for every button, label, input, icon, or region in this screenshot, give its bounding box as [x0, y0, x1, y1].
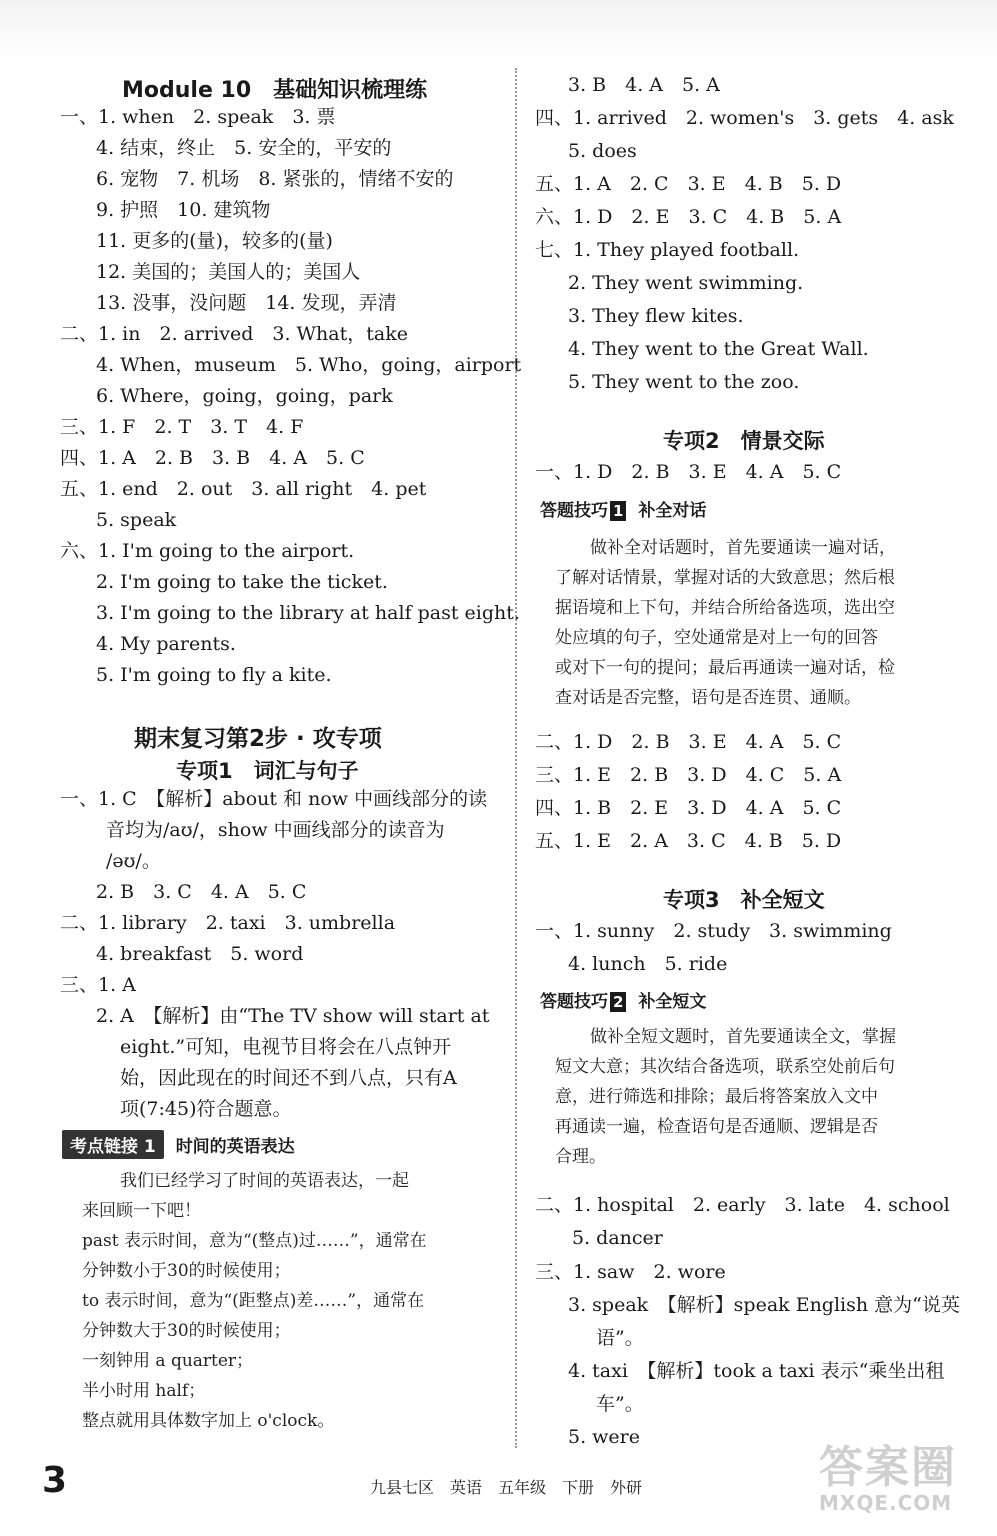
tip-line: 再通读一遍，检查语句是否通顺、逻辑是否 — [555, 1117, 878, 1137]
knowledge-link-line: 一刻钟用 a quarter； — [82, 1351, 254, 1371]
answer-line: 4. When，museum 5. Who，going，airport — [96, 354, 522, 376]
answer-line: eight.”可知，电视节目将会在八点钟开 — [120, 1036, 452, 1058]
answer-line: 4. breakfast 5. word — [96, 943, 304, 965]
tip-line: 合理。 — [555, 1147, 606, 1167]
answer-line: 始，因此现在的时间还不到八点，只有A — [120, 1067, 457, 1089]
answer-line: 6. 宠物 7. 机场 8. 紧张的，情绪不安的 — [96, 168, 454, 190]
knowledge-link-line: 分钟数小于30的时候使用； — [82, 1261, 291, 1281]
answer-line: 5. They went to the zoo. — [568, 371, 800, 393]
answer-line: 一、1. C 【解析】about 和 now 中画线部分的读 — [60, 788, 488, 810]
answer-line: 六、1. I'm going to the airport. — [60, 540, 355, 562]
footer-text: 九县七区 英语 五年级 下册 外研 — [370, 1478, 643, 1497]
page-number: 3 — [42, 1460, 68, 1501]
answer-line: 三、1. saw 2. wore — [535, 1261, 726, 1283]
tip-1-badge: 1 — [610, 501, 626, 521]
answer-line: 五、1. A 2. C 3. E 4. B 5. D — [535, 173, 842, 195]
tip-line: 做补全对话题时，首先要通读一遍对话， — [590, 538, 896, 558]
knowledge-link-line: 整点就用具体数字加上 o'clock。 — [82, 1411, 335, 1431]
knowledge-link-line: 我们已经学习了时间的英语表达，一起 — [120, 1171, 409, 1191]
answer-line: 5. dancer — [572, 1227, 663, 1249]
answer-line: 语”。 — [596, 1327, 644, 1349]
tip-line: 短文大意；其次结合备选项，联系空处前后句 — [555, 1057, 895, 1077]
answer-line: 13. 没事，没问题 14. 发现，弄清 — [96, 292, 397, 314]
answer-line: 二、1. in 2. arrived 3. What，take — [60, 323, 408, 345]
answer-line: 3. B 4. A 5. A — [568, 74, 720, 96]
answer-line: 3. I'm going to the library at half past eight. — [96, 602, 520, 624]
answer-line: 3. They flew kites. — [568, 305, 744, 327]
answer-line: 二、1. D 2. B 3. E 4. A 5. C — [535, 731, 842, 753]
answer-line: 4. 结束，终止 5. 安全的，平安的 — [96, 137, 392, 159]
knowledge-link-label: 考点链接 1 — [62, 1130, 164, 1159]
answer-line: 2. B 3. C 4. A 5. C — [96, 881, 307, 903]
knowledge-link-line: 半小时用 half； — [82, 1381, 206, 1401]
answer-line: 9. 护照 10. 建筑物 — [96, 199, 271, 221]
answer-line: 12. 美国的；美国人的；美国人 — [96, 261, 361, 283]
answer-line: 音均为/aʊ/，show 中画线部分的读音为 — [106, 819, 445, 841]
knowledge-link-line: to 表示时间，意为“(距整点)差……”，通常在 — [82, 1291, 425, 1311]
answer-line: 二、1. hospital 2. early 3. late 4. school — [535, 1194, 950, 1216]
knowledge-link-title: 时间的英语表达 — [175, 1137, 295, 1157]
special-1-title: 专项1 词汇与句子 — [176, 759, 359, 783]
answer-line: 5. I'm going to fly a kite. — [96, 664, 332, 686]
tip-line: 或对下一句的提问；最后再通读一遍对话，检 — [555, 658, 895, 678]
tip-line: 意，进行筛选和排除；最后将答案放入文中 — [555, 1087, 878, 1107]
answer-line: 三、1. F 2. T 3. T 4. F — [60, 416, 304, 438]
knowledge-link-line: 分钟数大于30的时候使用； — [82, 1321, 291, 1341]
column-divider — [515, 68, 517, 1448]
answer-line: 二、1. library 2. taxi 3. umbrella — [60, 912, 396, 934]
answer-line: 四、1. arrived 2. women's 3. gets 4. ask — [535, 107, 954, 129]
tip-line: 了解对话情景，掌握对话的大致意思；然后根 — [555, 568, 895, 588]
page-top-band — [0, 0, 997, 60]
answer-line: /əʊ/。 — [106, 850, 161, 872]
answer-line: 三、1. A — [60, 974, 136, 996]
answer-line: 4. taxi 【解析】took a taxi 表示“乘坐出租 — [568, 1360, 945, 1382]
answer-line: 11. 更多的(量)，较多的(量) — [96, 230, 333, 252]
answer-line: 5. were — [568, 1426, 641, 1448]
answer-line: 5. does — [568, 140, 637, 162]
tip-2-heading: 答题技巧 2 补全短文 — [540, 992, 707, 1012]
module-title: Module 10 基础知识梳理练 — [122, 78, 428, 103]
answer-line: 项(7:45)符合题意。 — [120, 1098, 292, 1120]
tip-line: 查对话是否完整，语句是否连贯、通顺。 — [555, 688, 861, 708]
answer-line: 一、1. sunny 2. study 3. swimming — [535, 920, 892, 942]
special-3-title: 专项3 补全短文 — [663, 888, 825, 912]
answer-line: 五、1. end 2. out 3. all right 4. pet — [60, 478, 427, 500]
answer-line: 六、1. D 2. E 3. C 4. B 5. A — [535, 206, 842, 228]
answer-line: 五、1. E 2. A 3. C 4. B 5. D — [535, 830, 842, 852]
knowledge-link-heading — [62, 1130, 295, 1159]
tip-1-heading: 答题技巧 1 补全对话 — [540, 501, 707, 521]
answer-line: 一、1. when 2. speak 3. 票 — [60, 106, 336, 128]
tip-line: 做补全短文题时，首先要通读全文，掌握 — [590, 1027, 896, 1047]
answer-line: 车”。 — [596, 1393, 644, 1415]
answer-line: 2. A 【解析】由“The TV show will start at — [96, 1005, 490, 1027]
answer-line: 2. They went swimming. — [568, 272, 804, 294]
answer-line: 2. I'm going to take the ticket. — [96, 571, 388, 593]
tip-2-badge: 2 — [610, 992, 626, 1012]
knowledge-link-line: 来回顾一下吧！ — [82, 1201, 201, 1221]
answer-line: 3. speak 【解析】speak English 意为“说英 — [568, 1294, 960, 1316]
watermark-logo: 答案圈 MXQE.COM — [819, 1442, 957, 1515]
answer-line: 三、1. E 2. B 3. D 4. C 5. A — [535, 764, 842, 786]
answer-line: 四、1. A 2. B 3. B 4. A 5. C — [60, 447, 365, 469]
tip-line: 处应填的句子，空处通常是对上一句的回答 — [555, 628, 878, 648]
answer-line: 4. They went to the Great Wall. — [568, 338, 869, 360]
answer-line: 4. My parents. — [96, 633, 236, 655]
tip-line: 据语境和上下句，并结合所给备选项，选出空 — [555, 598, 895, 618]
answer-line: 6. Where，going，going，park — [96, 385, 393, 407]
answer-line: 四、1. B 2. E 3. D 4. A 5. C — [535, 797, 842, 819]
answer-line: 5. speak — [96, 509, 177, 531]
answer-line: 4. lunch 5. ride — [568, 953, 728, 975]
answer-line: 一、1. D 2. B 3. E 4. A 5. C — [535, 461, 842, 483]
final-review-title: 期末复习第2步 · 攻专项 — [134, 726, 382, 752]
special-2-title: 专项2 情景交际 — [663, 429, 825, 453]
knowledge-link-line: past 表示时间，意为“(整点)过……”，通常在 — [82, 1231, 427, 1251]
answer-line: 七、1. They played football. — [535, 239, 800, 261]
